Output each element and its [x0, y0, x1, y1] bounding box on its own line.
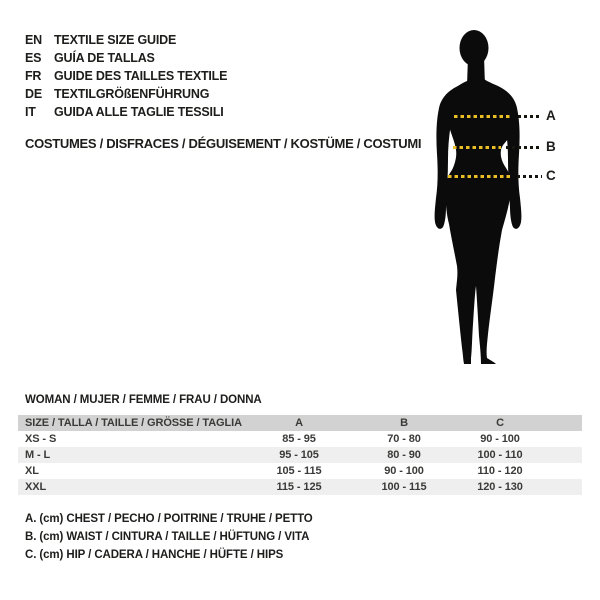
category-heading: COSTUMES / DISFRACES / DÉGUISEMENT / KOSTÜME / COSTUMI	[25, 136, 422, 151]
hip-measure-dotted-line	[448, 175, 512, 178]
cell-hip: 90 - 100	[480, 433, 520, 445]
legend-chest: A. (cm) CHEST / PECHO / POITRINE / TRUHE / PETTO	[25, 513, 313, 525]
language-label: TEXTILE SIZE GUIDE	[54, 33, 177, 47]
language-row-en	[25, 31, 227, 49]
row-size-label: XS - S	[25, 433, 57, 445]
language-code: EN	[25, 33, 42, 47]
cell-waist: 70 - 80	[387, 433, 421, 445]
language-code: DE	[25, 87, 42, 101]
marker-label-b: B	[546, 139, 556, 154]
cell-hip: 100 - 110	[477, 449, 523, 461]
cell-hip: 120 - 130	[477, 481, 523, 493]
language-label: GUIDE DES TAILLES TEXTILE	[54, 69, 228, 83]
language-list	[25, 31, 227, 121]
marker-label-c: C	[546, 168, 556, 183]
language-row-es	[25, 49, 227, 67]
header-column-c: C	[496, 417, 504, 429]
language-code: FR	[25, 69, 42, 83]
waist-measure-dotted-line	[453, 146, 501, 149]
cell-hip: 110 - 120	[477, 465, 523, 477]
row-size-label: M - L	[25, 449, 51, 461]
row-size-label: XXL	[25, 481, 47, 493]
section-title-woman: WOMAN / MUJER / FEMME / FRAU / DONNA	[25, 394, 262, 406]
language-row-de	[25, 85, 227, 103]
cell-chest: 85 - 95	[282, 433, 316, 445]
table-header-row	[18, 415, 582, 431]
table-row-xxl	[18, 479, 582, 495]
woman-silhouette-image	[428, 28, 558, 368]
legend-waist: B. (cm) WAIST / CINTURA / TAILLE / HÜFTUNG / VITA	[25, 531, 310, 543]
language-label: GUIDA ALLE TAGLIE TESSILI	[54, 105, 224, 119]
language-code: IT	[25, 105, 36, 119]
language-code: ES	[25, 51, 42, 65]
table-row-xs-s	[18, 431, 582, 447]
cell-chest: 105 - 115	[276, 465, 322, 477]
table-row-xl	[18, 463, 582, 479]
header-column-b: B	[400, 417, 408, 429]
waist-leader-dotted-line	[506, 146, 542, 149]
chest-measure-dotted-line	[454, 115, 512, 118]
language-row-fr	[25, 67, 227, 85]
cell-chest: 115 - 125	[276, 481, 322, 493]
header-size-column: SIZE / TALLA / TAILLE / GRÖSSE / TAGLIA	[25, 417, 242, 429]
hip-leader-dotted-line	[517, 175, 542, 178]
cell-waist: 100 - 115	[381, 481, 427, 493]
language-label: TEXTILGRÖßENFÜHRUNG	[54, 87, 210, 101]
measurement-legend	[25, 513, 313, 567]
header-column-a: A	[295, 417, 303, 429]
legend-hip: C. (cm) HIP / CADERA / HANCHE / HÜFTE / HIPS	[25, 549, 284, 561]
chest-leader-dotted-line	[518, 115, 542, 118]
cell-waist: 80 - 90	[387, 449, 421, 461]
cell-chest: 95 - 105	[279, 449, 319, 461]
row-size-label: XL	[25, 465, 39, 477]
size-table	[18, 415, 582, 495]
table-row-m-l	[18, 447, 582, 463]
marker-label-a: A	[546, 108, 556, 123]
cell-waist: 90 - 100	[384, 465, 424, 477]
language-row-it	[25, 103, 227, 121]
language-label: GUÍA DE TALLAS	[54, 51, 155, 65]
